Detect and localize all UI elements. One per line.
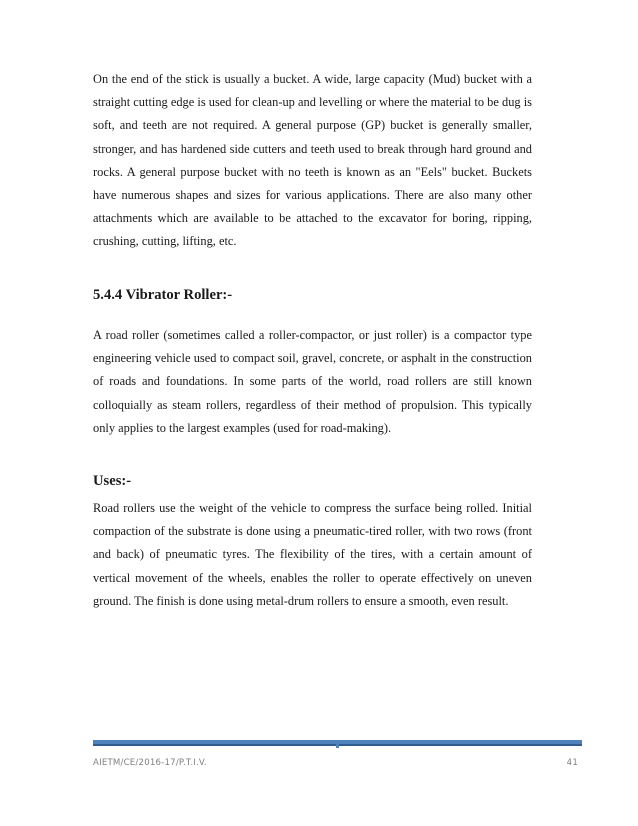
section-heading-uses: Uses:- [93,473,132,489]
paragraph-bucket: On the end of the stick is usually a bucket. A wide, large capacity (Mud) bucket with a straight cutting edge is used for clean-up and levelling or where the material to be dug is soft, and teeth are not required. A general purpose (GP) bucket is generally smaller, stronger, and has hardened side cutters and teeth used to break through hard ground and rocks. A general purpose bucket with no teeth is known as an "Eels" bucket. Buckets have numerous shapes and sizes for various applications. There are also many other attachments which are available to be attached to the excavator for boring, ripping, crushing, cutting, lifting, etc. [93,72,532,249]
footer-document-code: AIETM/CE/2016-17/P.T.I.V. [93,758,207,768]
footer-page-number: 41 [566,758,578,768]
paragraph-road-roller: A road roller (sometimes called a roller-compactor, or just roller) is a compactor type engineering vehicle used to compact soil, gravel, concrete, or asphalt in the construction of roads and foundations. In some parts of the world, road rollers are still known colloquially as steam rollers, regardless of their method of propulsion. This typically only applies to the largest examples (used for road-making). [93,328,532,435]
paragraph-uses: Road rollers use the weight of the vehicle to compress the surface being rolled. Initial compaction of the substrate is done using a pneumatic-tired roller, with two rows (front and back) of pneumatic tyres. The flexibility of the tires, with a certain amount of vertical movement of the wheels, enables the roller to operate effectively on uneven ground. The finish is done using metal-drum rollers to ensure a smooth, even result. [93,501,532,608]
footer-rule-divider [336,744,339,748]
section-heading-vibrator-roller: 5.4.4 Vibrator Roller:- [93,287,233,303]
